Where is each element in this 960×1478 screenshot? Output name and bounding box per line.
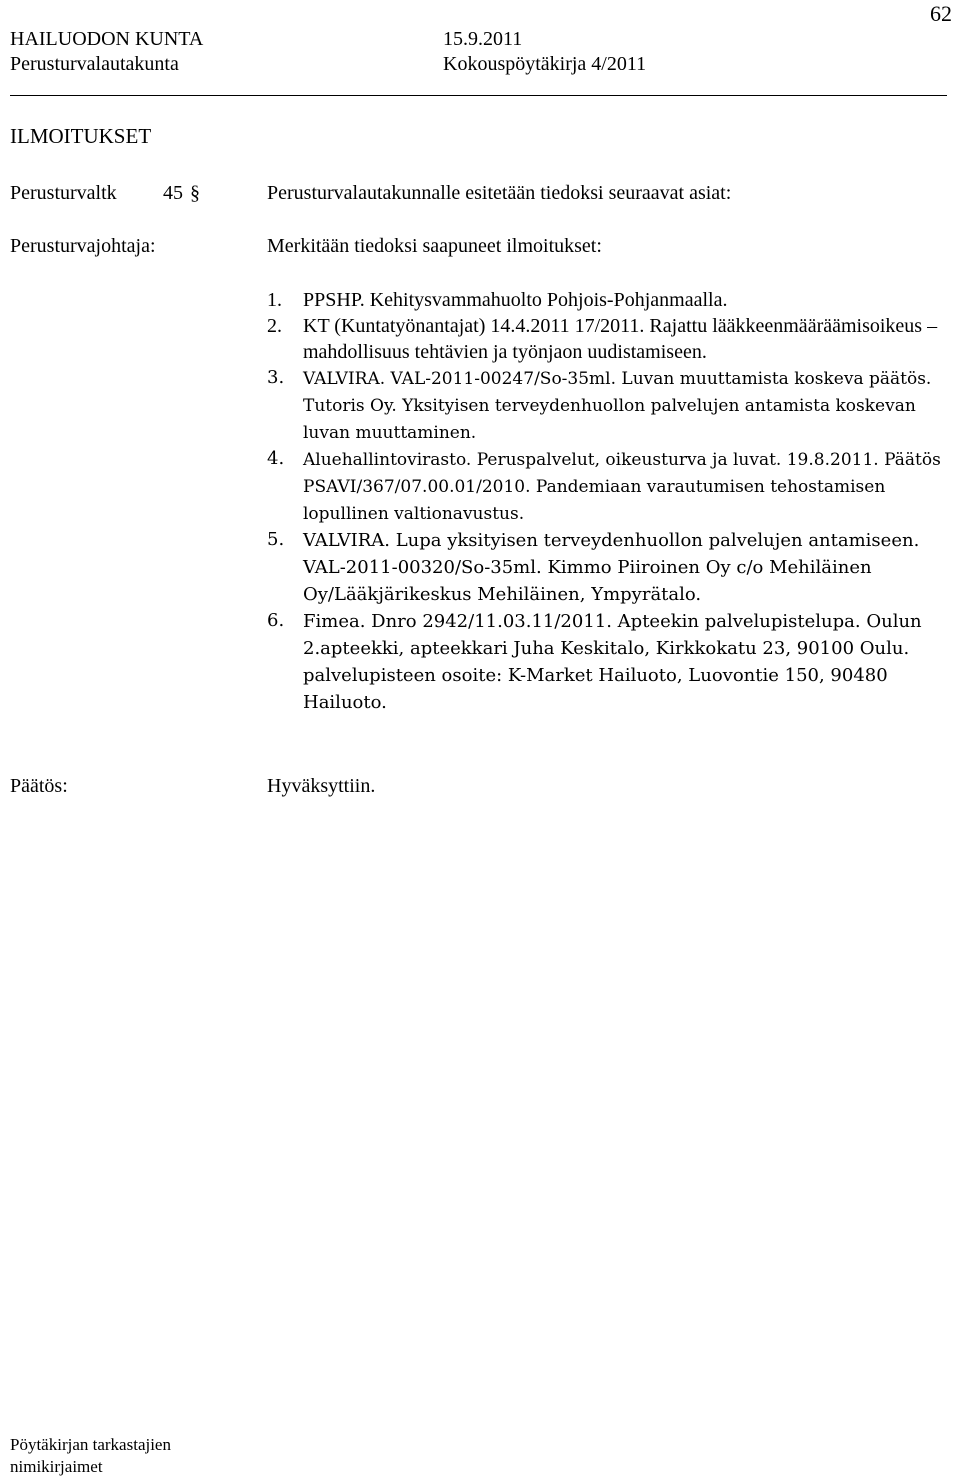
notice-text: KT (Kuntatyönantajat) 14.4.2011 17/2011. Rajattu lääkkeenmääräämisoikeus – mahdollisuus tehtävien ja työnjaon uudistamiseen.	[303, 315, 938, 363]
notice-text: Aluehallintovirasto. Peruspalvelut, oikeusturva ja luvat. 19.8.2011. Päätös PSAVI/367/07.00.01/2010. Pandemiaan varautumisen tehostamisen lopullinen valtionavustus.	[303, 450, 941, 524]
decision-label: Päätös:	[10, 775, 68, 797]
page-number: 62	[930, 1, 952, 26]
municipality-name: HAILUODON KUNTA	[10, 28, 204, 50]
decision-text: Hyväksyttiin.	[267, 775, 376, 797]
header-divider	[10, 95, 947, 96]
notice-number: 5.	[267, 529, 285, 550]
notice-item	[267, 365, 957, 446]
notice-item	[267, 313, 957, 365]
notice-item	[267, 608, 957, 716]
agenda-body-label: Perusturvaltk	[10, 182, 117, 204]
notice-number: 6.	[267, 610, 285, 631]
notices-list	[267, 287, 957, 716]
minutes-number: Kokouspöytäkirja 4/2011	[443, 53, 647, 75]
section-title: ILMOITUKSET	[10, 124, 152, 148]
notice-text: PPSHP. Kehitysvammahuolto Pohjois-Pohjanmaalla.	[303, 289, 728, 311]
notice-text: VALVIRA. VAL-2011-00247/So-35ml. Luvan muuttamista koskeva päätös. Tutoris Oy. Yksityisen terveydenhuollon palvelujen antamista koskevan luvan muuttaminen.	[303, 369, 932, 443]
signature-initials-label: Pöytäkirjan tarkastajien nimikirjaimet	[10, 1435, 171, 1476]
notice-text: VALVIRA. Lupa yksityisen terveydenhuollon palvelujen antamiseen. VAL-2011-00320/So-35ml. Kimmo Piiroinen Oy c/o Mehiläinen Oy/Lääkjärikeskus Mehiläinen, Ympyrätalo.	[303, 530, 920, 605]
notice-number: 1.	[267, 289, 282, 311]
meeting-date: 15.9.2011	[443, 28, 523, 50]
committee-name: Perusturvalautakunta	[10, 53, 179, 75]
agenda-intro: Perusturvalautakunnalle esitetään tiedoksi seuraavat asiat:	[267, 182, 732, 204]
agenda-item-number: 45	[163, 182, 183, 204]
notice-text: Fimea. Dnro 2942/11.03.11/2011. Apteekin palvelupistelupa. Oulun 2.apteekki, apteekkari Juha Keskitalo, Kirkkokatu 23, 90100 Oulu. palvelupisteen osoite: K-Market Hailuoto, Luovontie 150, 90480 Hailuoto.	[303, 611, 922, 713]
proposal-text: Merkitään tiedoksi saapuneet ilmoitukset:	[267, 235, 602, 257]
notice-number: 2.	[267, 315, 282, 337]
notice-item	[267, 527, 957, 608]
notice-number: 4.	[267, 448, 285, 469]
paragraph-sign: §	[190, 182, 200, 204]
notice-item	[267, 446, 957, 527]
notice-number: 3.	[267, 367, 285, 388]
notice-item	[267, 287, 957, 313]
proposer-label: Perusturvajohtaja:	[10, 235, 156, 257]
